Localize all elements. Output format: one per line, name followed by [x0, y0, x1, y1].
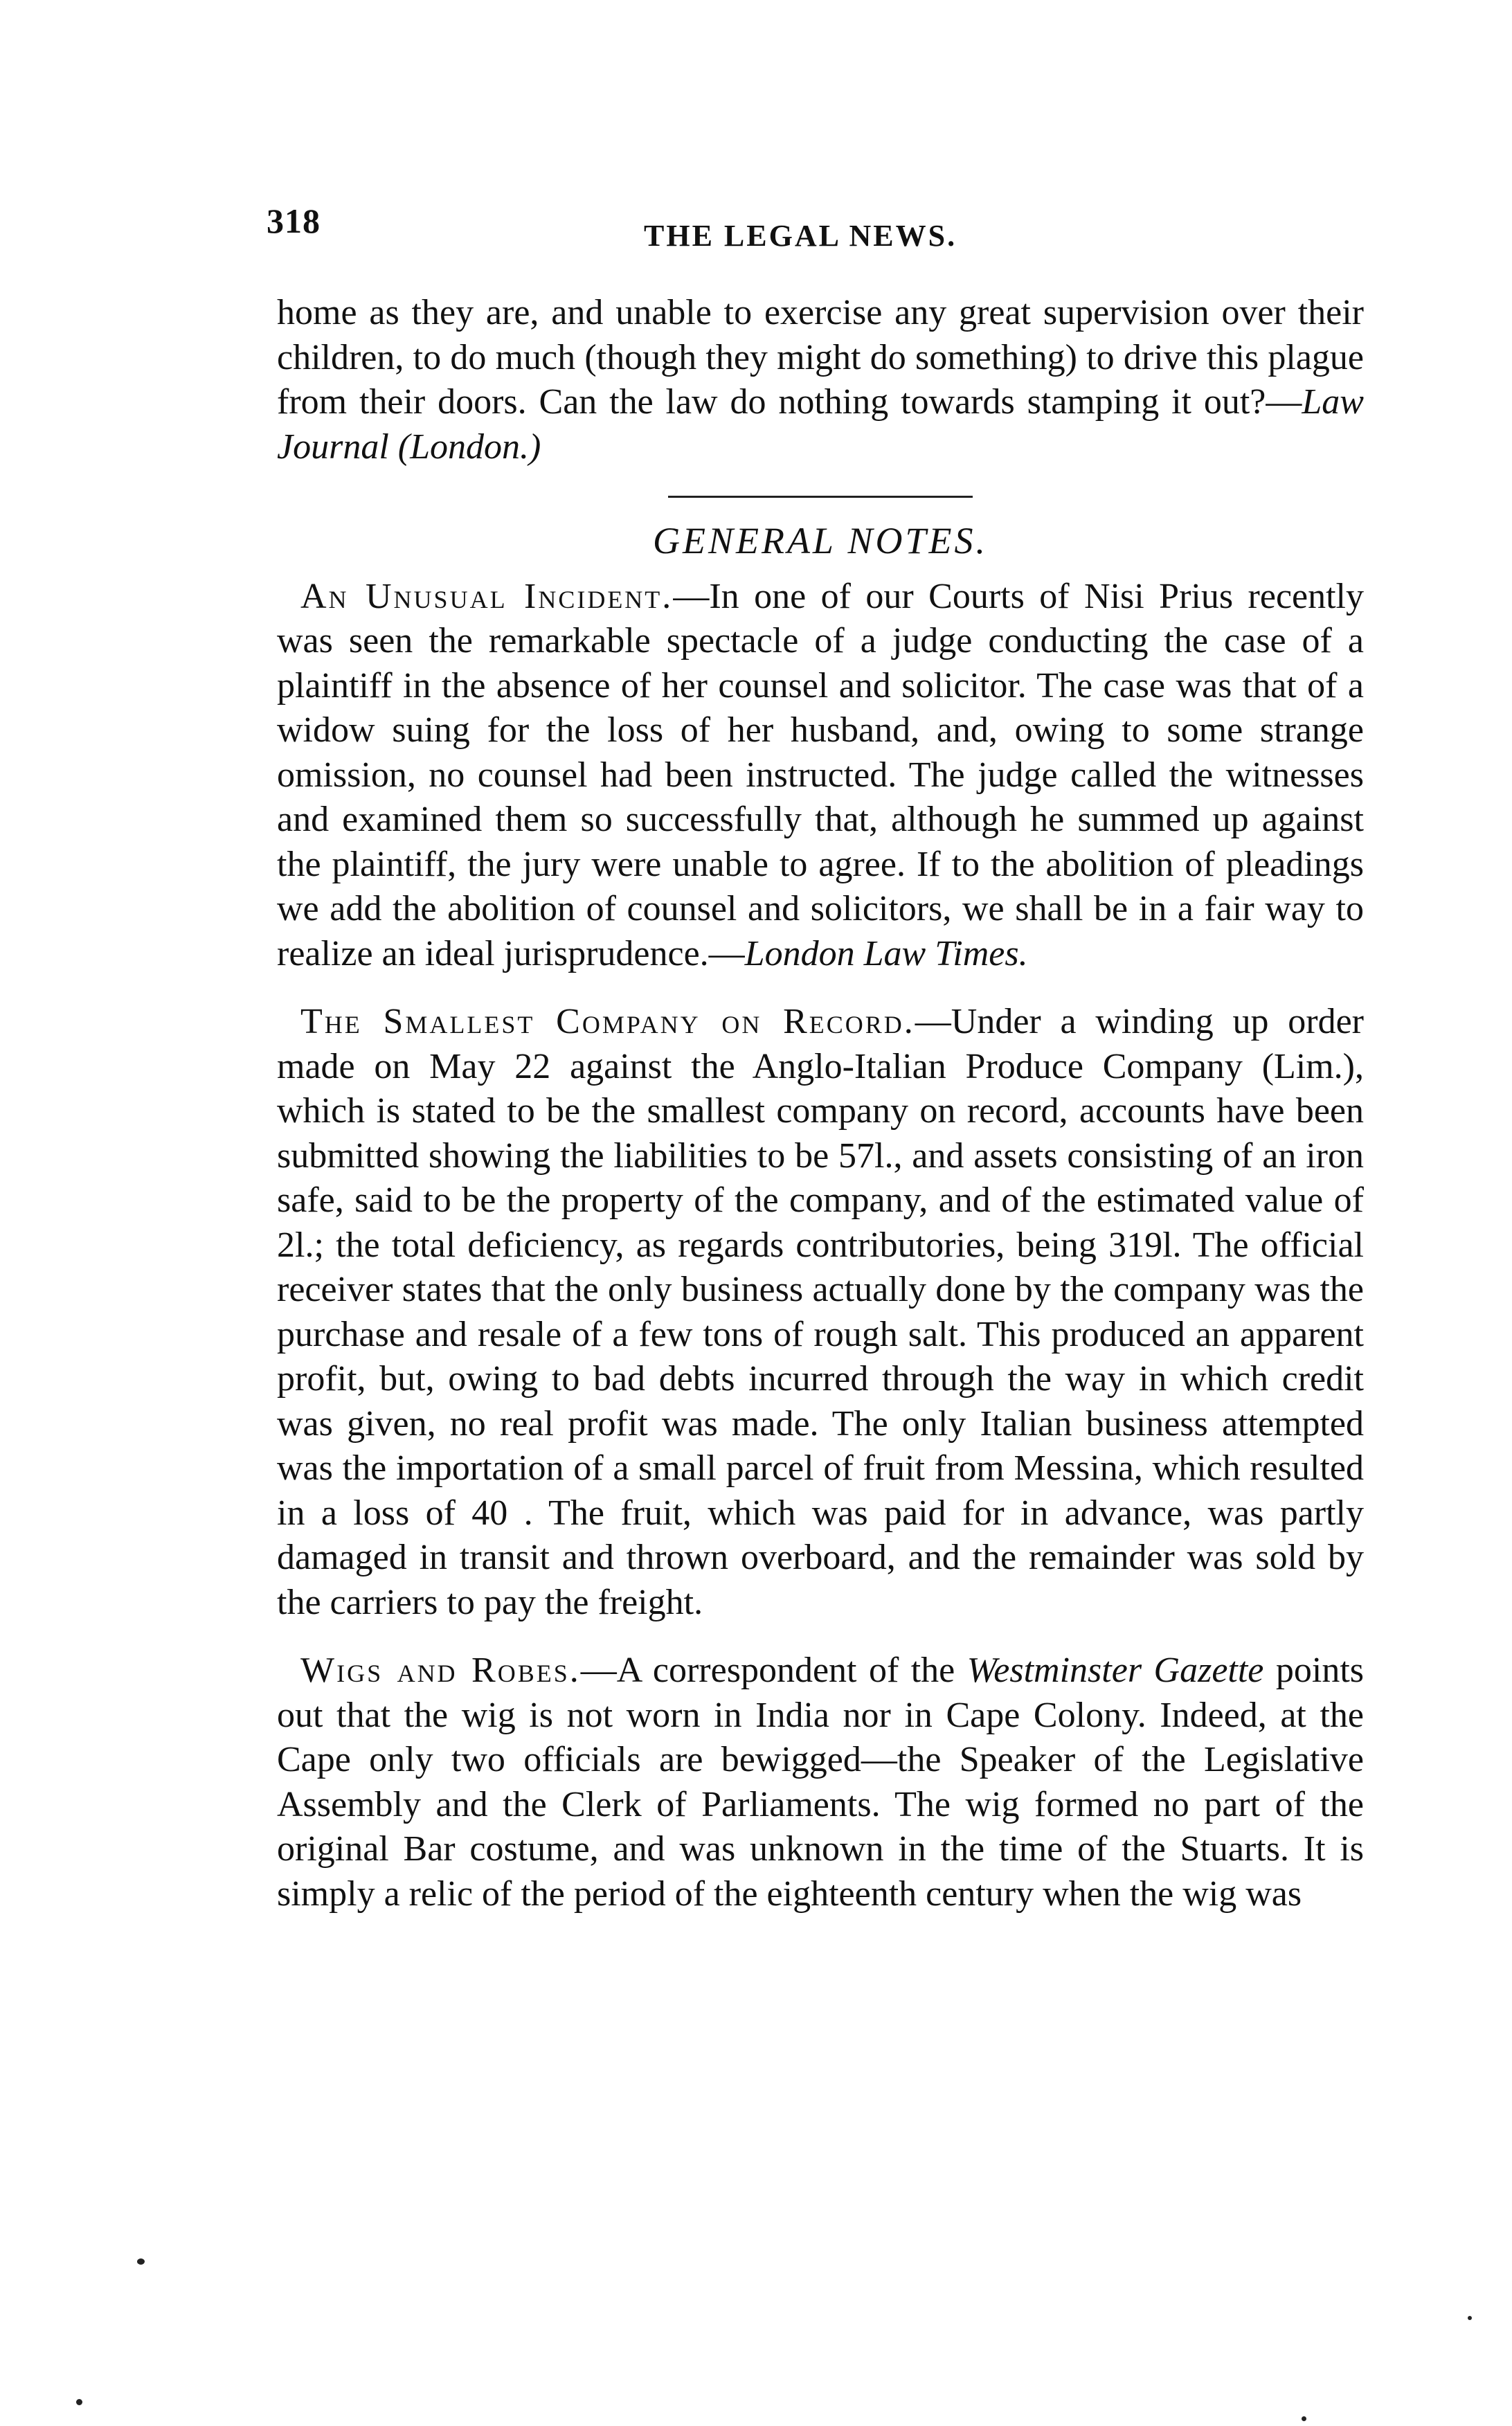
continued-paragraph: [277, 291, 1364, 469]
page-body: [277, 291, 1364, 1916]
section-divider: [668, 496, 973, 498]
page-number: 318: [267, 201, 321, 240]
print-speck: [76, 2399, 82, 2405]
print-speck: [137, 2258, 145, 2265]
article-text-after: points out that the wig is not worn in India nor in Cape Colony. Indeed, at the Cape only two officials are bewigged—the Speaker of the Legislative Assembly and the Clerk of Parliaments. The wig formed no part of the original Bar costume, and was unknown in the time of the Stuarts. It is simply a relic of the period of the eighteenth century when the wig was: [277, 1651, 1364, 1914]
article-wigs-and-robes: [277, 1648, 1364, 1916]
article-caption: Wigs and Robes.: [300, 1651, 581, 1690]
article-source: London Law Times.: [744, 933, 1028, 973]
article-text: —Under a winding up order made on May 22 against the Anglo-Italian Produce Company (Lim.), which is stated to be the smallest company on record, accounts have been submitted showing the liabilities to be 57l., and assets consisting of an iron safe, said to be the property of the company, and of the estimated value of 2l.; the total deficiency, as regards contributories, being 319l. The official receiver states that the only business actually done by the company was the purchase and resale of a few tons of rough salt. This produced an apparent profit, but, owing to bad debts incurred through the way in which credit was given, no real profit was made. The only Italian business attempted was the importation of a small parcel of fruit from Messina, which resulted in a loss of 40 . The fruit, which was paid for in advance, was partly damaged in transit and thrown overboard, and the remainder was sold by the carriers to pay the freight.: [277, 1002, 1364, 1622]
continued-text: home as they are, and unable to exercise any great supervision over their children, to do much (though they might do something) to drive this plague from their doors. Can the law do nothing towards stamping it out?—: [277, 293, 1364, 422]
article-caption: The Smallest Company on Record.: [300, 1002, 915, 1041]
article-text: —In one of our Courts of Nisi Prius recently was seen the remarkable spectacle of a judge conducting the case of a plaintiff in the absence of her counsel and solicitor. The case was that of a widow suing for the loss of her husband, and, owing to some strange omission, no counsel had been instructed. The judge called the witnesses and examined them so successfully that, although he summed up against the plaintiff, the jury were unable to agree. If to the abolition of pleadings we add the abolition of counsel and solicitors, we shall be in a fair way to realize an ideal jurisprudence.—: [277, 576, 1364, 973]
section-title: GENERAL NOTES.: [652, 520, 989, 561]
running-head: THE LEGAL NEWS.: [644, 219, 957, 253]
article-caption: An Unusual Incident.: [300, 576, 674, 616]
print-speck: [1468, 2316, 1472, 2320]
article-publication: Westminster Gazette: [966, 1651, 1264, 1690]
continued-source: Law Journal (London.): [277, 382, 1364, 467]
article-text-before: —A correspondent of the: [580, 1651, 967, 1690]
article-unusual-incident: [277, 575, 1364, 977]
print-speck: [1302, 2416, 1306, 2421]
article-smallest-company: [277, 1000, 1364, 1625]
